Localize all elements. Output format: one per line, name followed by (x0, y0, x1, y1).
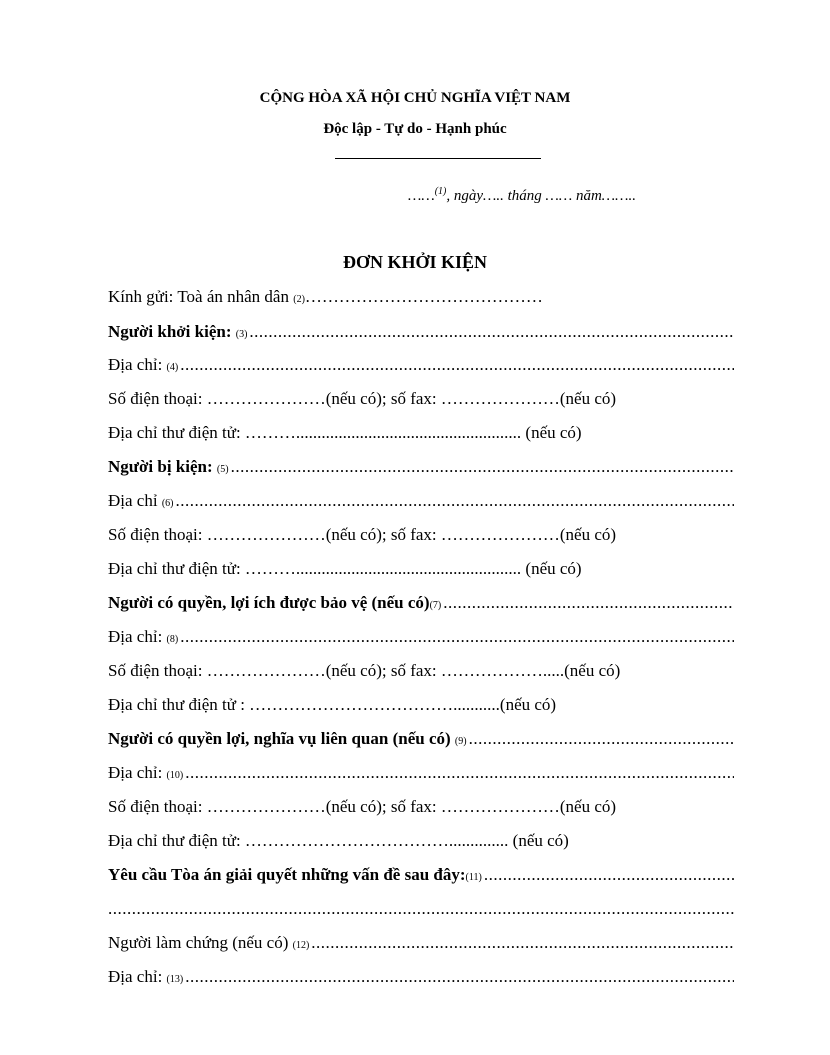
address-label: Địa chỉ: (108, 355, 163, 374)
phone-fax-label: Số điện thoại: …………………(nếu có); số fax: …………………(nếu có) (108, 389, 617, 408)
address-label: Địa chỉ: (108, 763, 163, 782)
protected-party-label: Người có quyền, lợi ích được bảo vệ (nếu có) (108, 593, 430, 612)
date-place-blank: …… (408, 188, 435, 204)
address-blank[interactable] (185, 967, 734, 987)
national-motto: Độc lập - Tự do - Hạnh phúc (323, 121, 507, 137)
address-label: Địa chỉ: (108, 627, 163, 646)
defendant-blank[interactable] (231, 457, 734, 477)
address-blank[interactable] (180, 627, 734, 647)
addressee-blank[interactable]: …………………………………… (304, 287, 543, 306)
protected-party-line: Người có quyền, lợi ích được bảo vệ (nếu có) (7) ..... (108, 593, 734, 615)
request-continuation-line (108, 899, 734, 921)
related-party-phone-line (108, 797, 734, 819)
address-label: Địa chỉ: (108, 967, 163, 986)
witness-label: Người làm chứng (nếu có) (108, 933, 289, 952)
phone-fax-label: Số điện thoại: …………………(nếu có); số fax: …………………(nếu có) (108, 525, 617, 544)
related-party-address-line: Địa chỉ: (10) ..... (108, 763, 734, 785)
protected-party-address-line: Địa chỉ: (8) ..... (108, 627, 734, 649)
defendant-address-line: Địa chỉ (6) ..... (108, 491, 734, 513)
date-text: , ngày….. tháng …… năm……. (446, 188, 633, 204)
protected-party-phone-line (108, 661, 734, 683)
defendant-phone-line (108, 525, 734, 547)
plaintiff-phone-line (108, 389, 734, 411)
witness-blank[interactable] (311, 933, 734, 953)
related-party-email-line (108, 831, 734, 853)
addressee-line: Kính gửi: Toà án nhân dân (2) …………………………………… (108, 287, 543, 306)
request-blank[interactable] (484, 865, 734, 885)
protected-party-email-line (108, 695, 734, 717)
defendant-email-line (108, 559, 734, 581)
header-divider (335, 158, 541, 159)
defendant-label: Người bị kiện: (108, 457, 213, 476)
address-label: Địa chỉ (108, 491, 158, 510)
related-party-label: Người có quyền lợi, nghĩa vụ liên quan (nếu có) (108, 729, 451, 748)
witness-address-line: Địa chỉ: (13) ..... (108, 967, 734, 989)
phone-fax-label: Số điện thoại: …………………(nếu có); số fax: …………………(nếu có) (108, 797, 617, 816)
email-label: Địa chỉ thư điện tử : ………………………………...........(nếu có) (108, 695, 557, 714)
email-label: Địa chỉ thư điện tử: ………..................................................... (nếu có) (108, 423, 582, 442)
request-line: Yêu cầu Tòa án giải quyết những vấn đề sau đây: (11) ..... (108, 865, 734, 887)
related-party-blank[interactable] (469, 729, 734, 749)
witness-line: Người làm chứng (nếu có) (12) ..... (108, 933, 734, 955)
related-party-line: Người có quyền lợi, nghĩa vụ liên quan (nếu có) (9) ..... (108, 729, 734, 751)
address-blank[interactable] (185, 763, 734, 783)
request-label: Yêu cầu Tòa án giải quyết những vấn đề sau đây: (108, 865, 466, 884)
footnote-ref: (1) (434, 186, 447, 197)
defendant-line: Người bị kiện: (5) ..... (108, 457, 734, 479)
request-continuation-blank[interactable] (108, 899, 734, 919)
phone-fax-label: Số điện thoại: …………………(nếu có); số fax: ……………….....(nếu có) (108, 661, 621, 680)
plaintiff-address-line: Địa chỉ: (4) ..... (108, 355, 734, 377)
plaintiff-blank[interactable] (249, 322, 734, 342)
national-name: CỘNG HÒA XÃ HỘI CHỦ NGHĨA VIỆT NAM (259, 90, 571, 106)
date-end: . (632, 188, 636, 204)
address-blank[interactable] (180, 355, 734, 375)
protected-party-blank[interactable] (443, 593, 734, 613)
document-title: ĐƠN KHỞI KIỆN (342, 252, 488, 272)
plaintiff-line: Người khởi kiện: (3) ..... (108, 322, 734, 344)
plaintiff-label: Người khởi kiện: (108, 322, 232, 341)
date-line (408, 188, 636, 205)
email-label: Địa chỉ thư điện tử: ……………………………….............. (nếu có) (108, 831, 569, 850)
plaintiff-email-line (108, 423, 734, 445)
addressee-label: Kính gửi: Toà án nhân dân (108, 287, 289, 306)
address-blank[interactable] (176, 491, 735, 511)
email-label: Địa chỉ thư điện tử: ………..................................................... (nếu có) (108, 559, 582, 578)
